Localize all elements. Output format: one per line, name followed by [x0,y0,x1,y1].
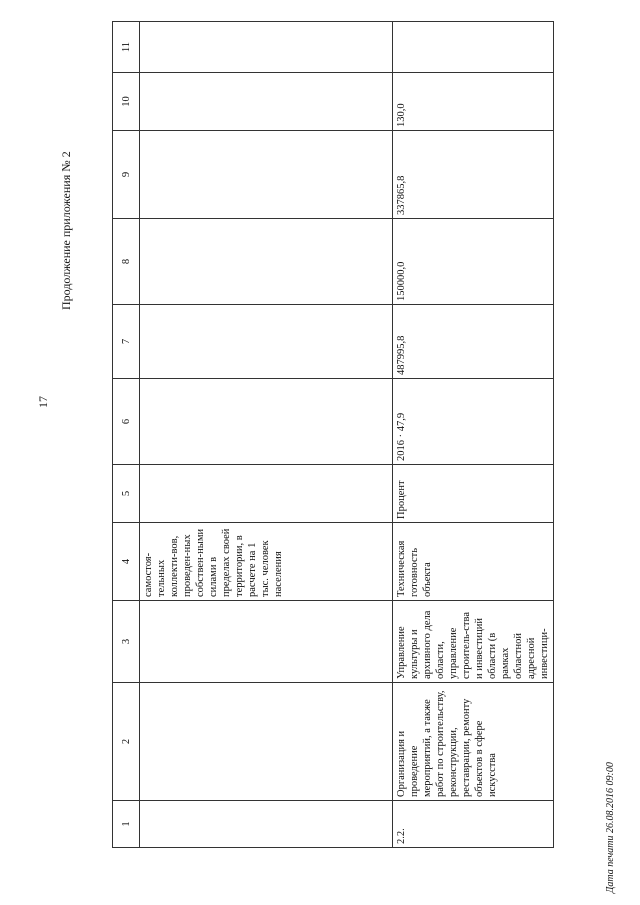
column-number: 4 [113,523,140,601]
amount-col8: 150000,0 [393,219,554,305]
column-number: 11 [113,22,140,73]
total-amount: 487995,8 [393,305,554,379]
print-date: Дата печати 26.08.2016 09:00 [605,762,616,893]
page-number: 17 [36,396,50,408]
column-number: 3 [113,601,140,683]
column-number: 10 [113,73,140,131]
year-value-cell: 2016 · 47,9 [393,379,554,465]
indicator-cell: Техническая готовность объекта [393,523,554,601]
indicator-value: 47,9 [396,412,407,432]
column-number: 2 [113,683,140,801]
executor: Управление культуры и архивного дела области, управление строитель-ства и инвестиций области (в рамках областной адресной инвестици- [393,601,554,683]
table-row-continuation [140,22,393,848]
column-number: 8 [113,219,140,305]
column-number: 5 [113,465,140,523]
year: 2016 [396,440,407,461]
amount-col9: 337865,8 [393,131,554,219]
table-row [393,22,554,848]
amount-col10: 130,0 [393,73,554,131]
appendix-continuation-note: Продолжение приложения № 2 [59,151,73,310]
appendix-table [112,22,550,848]
column-number: 9 [113,131,140,219]
indicator-cell: самостоя-тельных коллекти-вов, проведен-ных собствен-ными силами в пределах своей территории, в расчете на 1 тыс. человек населения [140,523,393,601]
column-number: 7 [113,305,140,379]
measure-name: Организация и проведение мероприятий, а также работ по строительству, реконструкции, реставрации, ремонту объектов в сфере искусства [393,683,554,801]
column-number: 6 [113,379,140,465]
amount-col11 [393,22,554,73]
row-number: 2.2. [393,801,554,848]
unit-cell: Процент [393,465,554,523]
column-number: 1 [113,801,140,848]
column-number-row [113,22,140,848]
